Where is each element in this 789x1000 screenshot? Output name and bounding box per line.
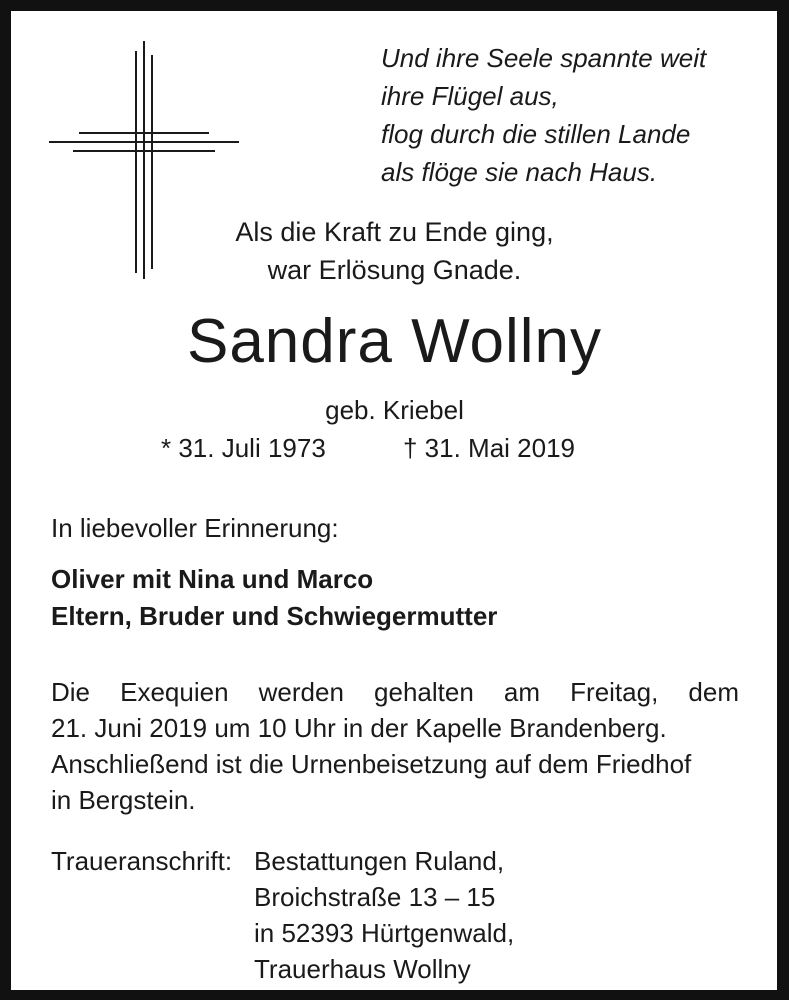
poem-line: ihre Flügel aus, xyxy=(381,81,559,111)
poem-line: flog durch die stillen Lande xyxy=(381,119,691,149)
memory-intro: In liebevoller Erinnerung: xyxy=(51,513,339,543)
birth-date: * 31. Juli 1973 xyxy=(161,433,326,463)
announcement-line-3: Anschließend ist die Urnenbeisetzung auf dem Friedhof xyxy=(51,749,692,779)
address-line: Bestattungen Ruland, xyxy=(254,846,505,876)
mourners-line-1: Oliver mit Nina und Marco xyxy=(51,564,374,594)
mourners xyxy=(51,561,497,635)
announcement-line-4: in Bergstein. xyxy=(51,785,196,815)
quote-line-2: war Erlösung Gnade. xyxy=(267,255,522,285)
poem-line: Und ihre Seele spannte weit xyxy=(381,43,707,73)
address-line: in 52393 Hürtgenwald, xyxy=(254,918,515,948)
address-line: Broichstraße 13 – 15 xyxy=(254,882,496,912)
poem xyxy=(381,39,761,191)
address-label: Traueranschrift: xyxy=(51,846,233,876)
life-dates xyxy=(161,431,641,465)
funeral-announcement xyxy=(51,674,739,818)
mourning-address xyxy=(254,843,514,987)
address-line: Trauerhaus Wollny xyxy=(254,954,471,984)
deceased-name: Sandra Wollny xyxy=(186,307,603,376)
announcement-line-2: 21. Juni 2019 um 10 Uhr in der Kapelle Brandenberg. xyxy=(51,713,667,743)
quote-line-1: Als die Kraft zu Ende ging, xyxy=(235,217,554,247)
mourners-line-2: Eltern, Bruder und Schwiegermutter xyxy=(51,601,498,631)
announcement-line-1: Die Exequien werden gehalten am Freitag, dem xyxy=(51,677,739,707)
death-date: † 31. Mai 2019 xyxy=(403,433,576,463)
quote xyxy=(11,213,778,289)
poem-line: als flöge sie nach Haus. xyxy=(381,157,658,187)
maiden-name: geb. Kriebel xyxy=(325,395,464,425)
